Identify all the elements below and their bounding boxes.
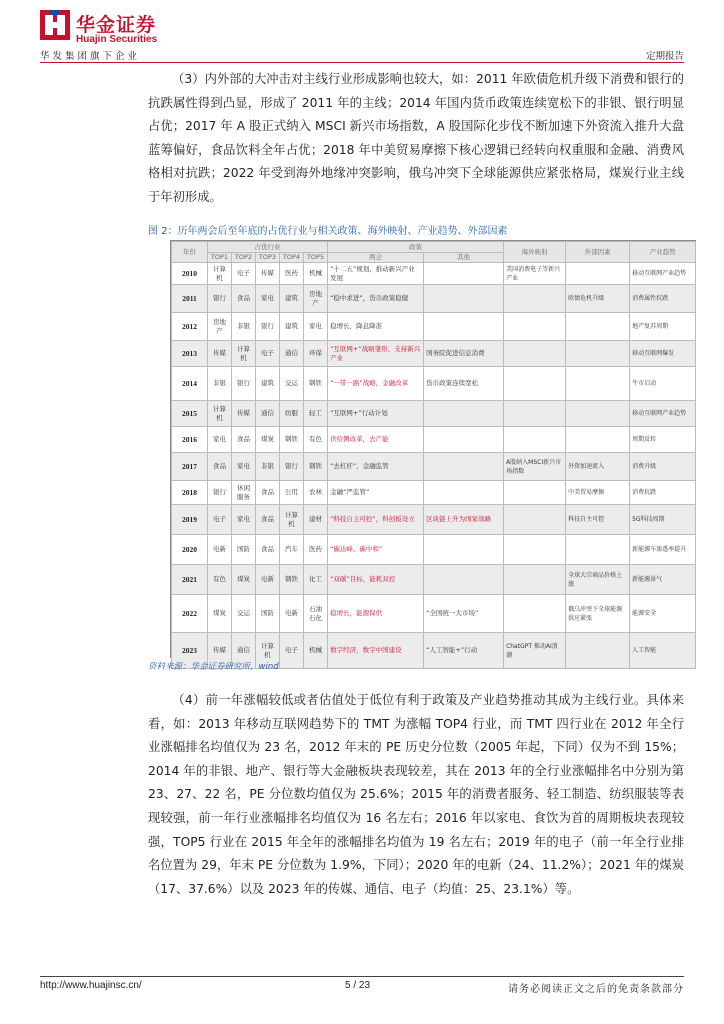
trend-cell: 周期反转 bbox=[630, 427, 696, 453]
year-cell: 2014 bbox=[172, 367, 208, 401]
other-policy-cell bbox=[424, 285, 504, 313]
header-year: 年份 bbox=[172, 242, 208, 263]
policy-cell: “科技自主可控”，科创板设立 bbox=[328, 505, 424, 535]
industry-cell: 机械 bbox=[304, 263, 328, 285]
industry-cell: 非银 bbox=[208, 367, 232, 401]
external-cell bbox=[566, 535, 630, 565]
other-policy-cell bbox=[424, 313, 504, 341]
header-top4: TOP4 bbox=[280, 253, 304, 263]
industry-cell: 食品 bbox=[232, 285, 256, 313]
industry-cell: 通信 bbox=[256, 401, 280, 427]
trend-cell: 消费升级 bbox=[630, 453, 696, 481]
other-policy-cell bbox=[424, 427, 504, 453]
trend-cell: 新能源景气 bbox=[630, 565, 696, 595]
trend-cell: 地产复苏周期 bbox=[630, 313, 696, 341]
paragraph-text: （3）内外部的大冲击对主线行业形成影响也较大，如：2011 年欧债危机升级下消费和银行的抗跌属性得到凸显，形成了 2011 年的主线；2014 年国内货币政策连续宽松下的非银、银行明显占优；2017 年 A 股正式纳入 MSCI 新兴市场指数，A 股国际化步伐不断加速下外资流入推升大盘蓝筹偏好，食品饮料全年占优；2018 年中美贸易摩擦下核心逻辑已经转向权重服和金融、消费风格相对抗跌；2022 年受到海外地缘冲突影响，俄乌冲突下全球能源供应紧张格局，煤炭行业主线于年初形成。 bbox=[148, 72, 684, 204]
year-cell: 2020 bbox=[172, 535, 208, 565]
industry-cell: 纺服 bbox=[280, 401, 304, 427]
industry-cell: 电新 bbox=[208, 535, 232, 565]
policy-cell: “去杠杆”，金融监管 bbox=[328, 453, 424, 481]
overseas-cell bbox=[504, 401, 566, 427]
external-cell bbox=[566, 427, 630, 453]
industry-cell: 计算机 bbox=[208, 401, 232, 427]
external-cell bbox=[566, 401, 630, 427]
industry-cell: 农林 bbox=[304, 481, 328, 505]
table-row bbox=[172, 481, 696, 505]
other-policy-cell: 国务院促进信息消费 bbox=[424, 341, 504, 367]
external-cell bbox=[566, 313, 630, 341]
header-external: 外部因素 bbox=[566, 242, 630, 263]
industry-cell: 煤炭 bbox=[256, 427, 280, 453]
external-cell bbox=[566, 341, 630, 367]
industry-cell: 家电 bbox=[304, 313, 328, 341]
policy-cell: 金融“严监管” bbox=[328, 481, 424, 505]
other-policy-cell bbox=[424, 481, 504, 505]
industry-cell: 公用 bbox=[280, 481, 304, 505]
industry-cell: 机械 bbox=[304, 633, 328, 669]
disclaimer-note: 请务必阅读正文之后的免责条款部分 bbox=[508, 984, 684, 995]
overseas-cell bbox=[504, 313, 566, 341]
policy-cell: “稳中求进”，货币政策稳健 bbox=[328, 285, 424, 313]
other-policy-cell: 货币政策连续宽松 bbox=[424, 367, 504, 401]
industry-cell: 建筑 bbox=[280, 313, 304, 341]
figure-source: 资料来源：华金证券研究所，wind bbox=[148, 662, 279, 672]
industry-cell: 煤炭 bbox=[208, 595, 232, 633]
overseas-cell bbox=[504, 535, 566, 565]
industry-cell: 银行 bbox=[208, 285, 232, 313]
industry-cell: 银行 bbox=[280, 453, 304, 481]
table-row bbox=[172, 401, 696, 427]
industry-cell: 有色 bbox=[208, 565, 232, 595]
year-cell: 2016 bbox=[172, 427, 208, 453]
policy-cell: 供给侧改革，去产能 bbox=[328, 427, 424, 453]
industry-cell: 煤炭 bbox=[232, 565, 256, 595]
industry-cell: 食品 bbox=[208, 453, 232, 481]
industry-cell: 钢铁 bbox=[304, 367, 328, 401]
overseas-cell: 美国消费电子等新兴产业 bbox=[504, 263, 566, 285]
table-row bbox=[172, 263, 696, 285]
industry-cell: 银行 bbox=[256, 313, 280, 341]
industry-cell: 电子 bbox=[256, 341, 280, 367]
external-cell: 欧债危机升级 bbox=[566, 285, 630, 313]
industry-cell: 非银 bbox=[232, 313, 256, 341]
industry-cell: 建材 bbox=[304, 505, 328, 535]
trend-cell: 移动互联网产业趋势 bbox=[630, 401, 696, 427]
overseas-cell: A股纳入MSCI新兴市场指数 bbox=[504, 453, 566, 481]
trend-cell: 移动互联网产业趋势 bbox=[630, 263, 696, 285]
industry-cell: 环保 bbox=[304, 341, 328, 367]
industry-cell: 电新 bbox=[280, 595, 304, 633]
policy-cell: 数字经济，数字中国建设 bbox=[328, 633, 424, 669]
industry-cell: 房地产 bbox=[304, 285, 328, 313]
table-row bbox=[172, 285, 696, 313]
trend-cell: 移动互联网爆发 bbox=[630, 341, 696, 367]
industry-cell: 电子 bbox=[232, 263, 256, 285]
company-slogan: 华发集团旗下企业 bbox=[40, 51, 141, 62]
trend-cell: 消费属性抗跌 bbox=[630, 285, 696, 313]
overseas-cell bbox=[504, 481, 566, 505]
table-row bbox=[172, 505, 696, 535]
industry-cell: 通信 bbox=[232, 633, 256, 669]
industry-cell: 石油石化 bbox=[304, 595, 328, 633]
figure-table-image bbox=[170, 240, 696, 658]
trend-cell: 新能源车渗透率提升 bbox=[630, 535, 696, 565]
policy-cell: “双碳”目标，能耗双控 bbox=[328, 565, 424, 595]
industry-cell: 家电 bbox=[232, 453, 256, 481]
year-cell: 2015 bbox=[172, 401, 208, 427]
overseas-cell: ChatGPT 推动AI浪潮 bbox=[504, 633, 566, 669]
industry-cell: 交运 bbox=[280, 367, 304, 401]
industry-cell: 传媒 bbox=[256, 263, 280, 285]
industry-cell: 休闲服务 bbox=[232, 481, 256, 505]
industry-cell: 钢铁 bbox=[304, 453, 328, 481]
overseas-cell bbox=[504, 565, 566, 595]
industry-cell: 传媒 bbox=[232, 401, 256, 427]
header-top1: TOP1 bbox=[208, 253, 232, 263]
dominant-industries-table bbox=[171, 241, 696, 669]
industry-cell: 房地产 bbox=[208, 313, 232, 341]
table-row bbox=[172, 453, 696, 481]
trend-cell: 消费抗跌 bbox=[630, 481, 696, 505]
industry-cell: 计算机 bbox=[232, 341, 256, 367]
industry-cell: 家电 bbox=[232, 505, 256, 535]
page-number: 5 / 23 bbox=[345, 980, 371, 991]
overseas-cell bbox=[504, 427, 566, 453]
external-cell: 中美贸易摩擦 bbox=[566, 481, 630, 505]
table-row bbox=[172, 341, 696, 367]
table-row bbox=[172, 367, 696, 401]
external-cell: 全球大宗商品价格上涨 bbox=[566, 565, 630, 595]
year-cell: 2013 bbox=[172, 341, 208, 367]
industry-cell: 食品 bbox=[256, 481, 280, 505]
industry-cell: 汽车 bbox=[280, 535, 304, 565]
overseas-cell bbox=[504, 595, 566, 633]
policy-cell: 稳增长，降息降准 bbox=[328, 313, 424, 341]
industry-cell: 钢铁 bbox=[280, 565, 304, 595]
header-policy-other: 其他 bbox=[424, 253, 504, 263]
year-cell: 2017 bbox=[172, 453, 208, 481]
industry-cell: 医药 bbox=[304, 535, 328, 565]
industry-cell: 食品 bbox=[256, 505, 280, 535]
policy-cell: 稳增长，能源保供 bbox=[328, 595, 424, 633]
footer-divider bbox=[40, 976, 684, 977]
industry-cell: 计算机 bbox=[208, 263, 232, 285]
other-policy-cell bbox=[424, 263, 504, 285]
figure-title: 图 2：历年两会后至年底的占优行业与相关政策、海外映射、产业趋势、外部因素 bbox=[148, 226, 508, 237]
external-cell: 外资加速流入 bbox=[566, 453, 630, 481]
header-overseas: 海外映射 bbox=[504, 242, 566, 263]
industry-cell: 有色 bbox=[304, 427, 328, 453]
industry-cell: 钢铁 bbox=[280, 427, 304, 453]
industry-cell: 电子 bbox=[280, 633, 304, 669]
industry-cell: 国防 bbox=[232, 535, 256, 565]
website-link[interactable]: http://www.huajinsc.cn/ bbox=[40, 980, 142, 991]
industry-cell: 电新 bbox=[256, 565, 280, 595]
industry-cell: 食品 bbox=[232, 427, 256, 453]
paragraph-low-base-effect bbox=[148, 689, 684, 901]
industry-cell: 银行 bbox=[232, 367, 256, 401]
year-cell: 2012 bbox=[172, 313, 208, 341]
industry-cell: 非银 bbox=[256, 453, 280, 481]
year-cell: 2023 bbox=[172, 633, 208, 669]
year-cell: 2010 bbox=[172, 263, 208, 285]
policy-cell: “一带一路”战略，金融改革 bbox=[328, 367, 424, 401]
industry-cell: 传媒 bbox=[208, 341, 232, 367]
external-cell bbox=[566, 367, 630, 401]
overseas-cell bbox=[504, 505, 566, 535]
other-policy-cell: 区块链上升为国家战略 bbox=[424, 505, 504, 535]
report-type-label: 定期报告 bbox=[645, 51, 684, 62]
table-row bbox=[172, 595, 696, 633]
table-row bbox=[172, 535, 696, 565]
industry-cell: 通信 bbox=[280, 341, 304, 367]
industry-cell: 电子 bbox=[208, 505, 232, 535]
page-header bbox=[40, 10, 684, 62]
industry-cell: 计算机 bbox=[256, 633, 280, 669]
industry-cell: 建筑 bbox=[256, 367, 280, 401]
year-cell: 2022 bbox=[172, 595, 208, 633]
header-top2: TOP2 bbox=[232, 253, 256, 263]
industry-cell: 交运 bbox=[232, 595, 256, 633]
industry-cell: 计算机 bbox=[280, 505, 304, 535]
external-cell bbox=[566, 263, 630, 285]
huajin-logo-icon bbox=[40, 10, 70, 40]
year-cell: 2021 bbox=[172, 565, 208, 595]
trend-cell: 人工智能 bbox=[630, 633, 696, 669]
header-policy-lianghui: 两会 bbox=[328, 253, 424, 263]
external-cell bbox=[566, 633, 630, 669]
year-cell: 2018 bbox=[172, 481, 208, 505]
policy-cell: “互联网+”战略雏形，支持新兴产业 bbox=[328, 341, 424, 367]
year-cell: 2011 bbox=[172, 285, 208, 313]
industry-cell: 传媒 bbox=[208, 633, 232, 669]
overseas-cell bbox=[504, 285, 566, 313]
industry-cell: 银行 bbox=[208, 481, 232, 505]
header-top3: TOP3 bbox=[256, 253, 280, 263]
other-policy-cell: “全国统一大市场” bbox=[424, 595, 504, 633]
logo-chinese-name: 华金证券 bbox=[76, 14, 157, 36]
overseas-cell bbox=[504, 367, 566, 401]
policy-cell: “十二五”规划，推动新兴产业发展 bbox=[328, 263, 424, 285]
trend-cell: 牛市启动 bbox=[630, 367, 696, 401]
industry-cell: 轻工 bbox=[304, 401, 328, 427]
other-policy-cell: “人工智能+”行动 bbox=[424, 633, 504, 669]
paragraph-external-shocks bbox=[148, 68, 684, 210]
trend-cell: 5G科技周期 bbox=[630, 505, 696, 535]
other-policy-cell bbox=[424, 565, 504, 595]
policy-cell: “互联网+”行动计划 bbox=[328, 401, 424, 427]
logo-english-name: Huajin Securities bbox=[76, 34, 158, 45]
external-cell: 科技自主可控 bbox=[566, 505, 630, 535]
header-top5: TOP5 bbox=[304, 253, 328, 263]
industry-cell: 家电 bbox=[208, 427, 232, 453]
other-policy-cell bbox=[424, 535, 504, 565]
header-policy: 政策 bbox=[328, 242, 504, 253]
industry-cell: 国防 bbox=[256, 595, 280, 633]
header-industries: 占优行业 bbox=[208, 242, 328, 253]
overseas-cell bbox=[504, 341, 566, 367]
other-policy-cell bbox=[424, 401, 504, 427]
header-industry-trend: 产业趋势 bbox=[630, 242, 696, 263]
table-row bbox=[172, 565, 696, 595]
paragraph-text: （4）前一年涨幅较低或者估值处于低位有利于政策及产业趋势推动其成为主线行业。具体来看，如：2013 年移动互联网趋势下的 TMT 为涨幅 TOP4 行业，而 TMT 四行业在 2012 年全行业涨幅排名均值仅为 23 名，2012 年末的 PE 历史分位数（2005 年起，下同）仅为不到 15%；2014 年的非银、地产、银行等大金融板块表现较差，其在 2013 年的全行业涨幅排名中分别为第 23、27、22 名，PE 分位数均值仅为 25.6%；2015 年的消费者服务、轻工制造、纺织服装等表现较强，前一年行业涨幅排名均值仅为 16 名左右；2016 年以家电、食饮为首的周期板块表现较强，TOP5 行业在 2015 年全年的涨幅排名均值为 19 名左右；2019 年的电子（前一年全行业排名位置为 29，年末 PE 分位数为 1.9%，下同）；2020 年的电新（24、11.2%）；2021 年的煤炭（17、37.6%）以及 2023 年的传媒、通信、电子（均值：25、23.1%）等。 bbox=[148, 693, 684, 896]
other-policy-cell bbox=[424, 453, 504, 481]
industry-cell: 食品 bbox=[256, 535, 280, 565]
trend-cell: 能源安全 bbox=[630, 595, 696, 633]
table-row bbox=[172, 427, 696, 453]
industry-cell: 医药 bbox=[280, 263, 304, 285]
header-divider bbox=[40, 62, 684, 63]
industry-cell: 建筑 bbox=[280, 285, 304, 313]
year-cell: 2019 bbox=[172, 505, 208, 535]
policy-cell: “碳达峰、碳中和” bbox=[328, 535, 424, 565]
industry-cell: 化工 bbox=[304, 565, 328, 595]
external-cell: 俄乌冲突下全球能源供应紧张 bbox=[566, 595, 630, 633]
table-row bbox=[172, 313, 696, 341]
industry-cell: 家电 bbox=[256, 285, 280, 313]
